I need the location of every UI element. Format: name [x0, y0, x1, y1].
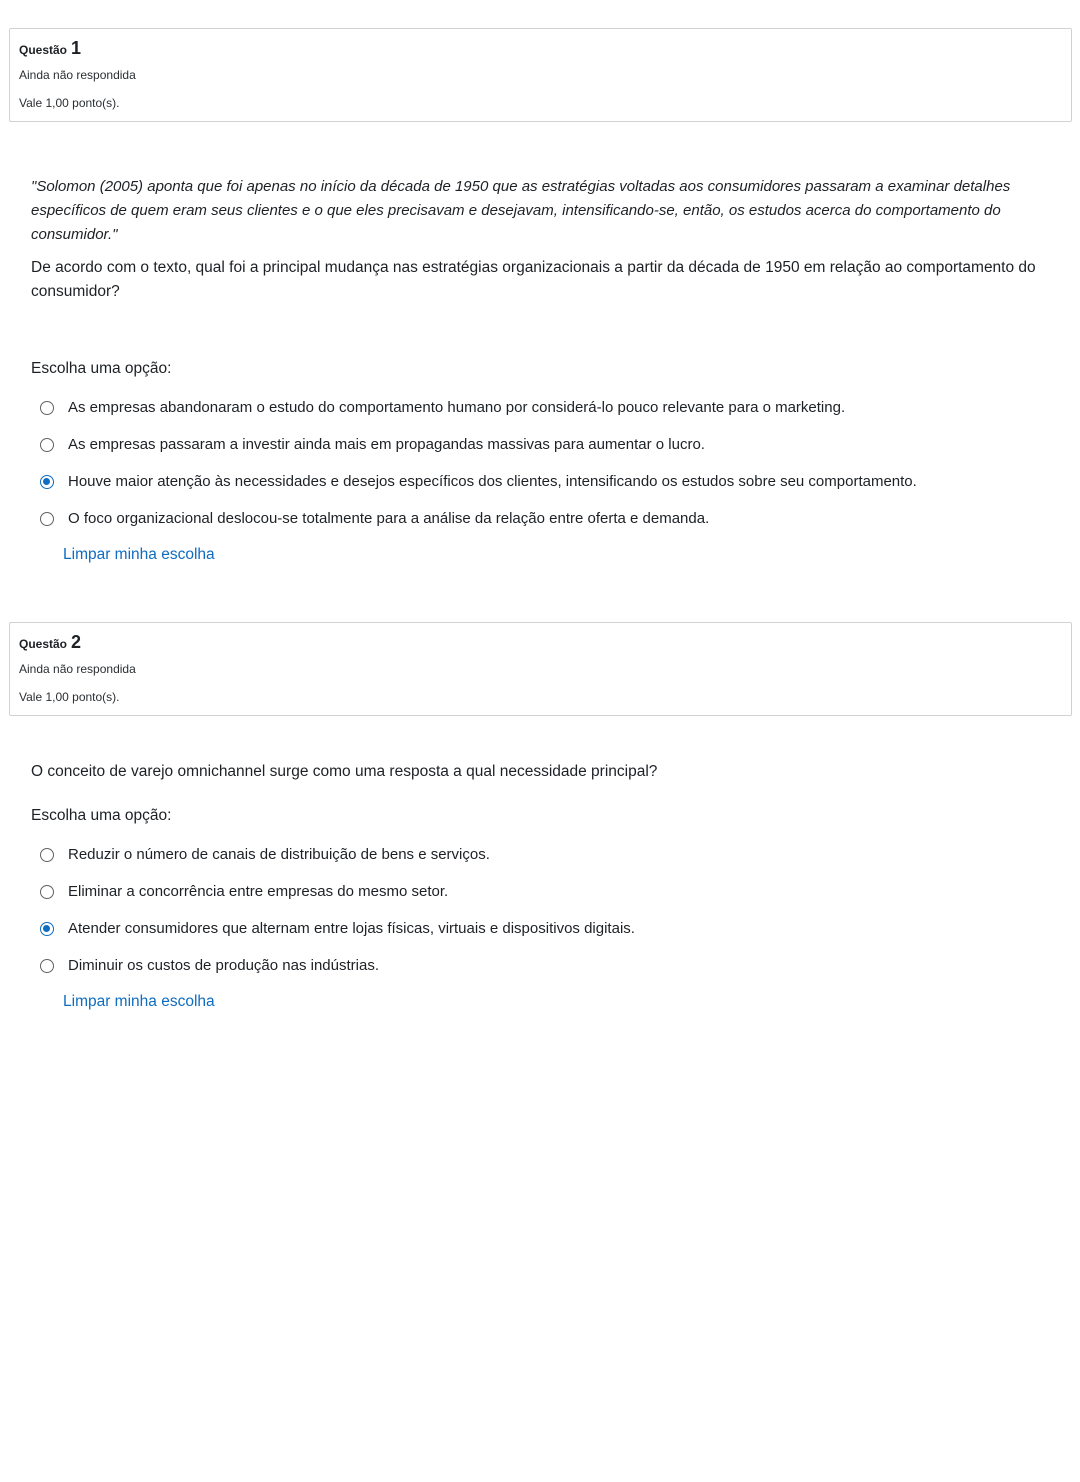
choose-option-label: Escolha uma opção: [31, 807, 172, 824]
question-2-info [9, 622, 1072, 716]
answer-option-b[interactable] [31, 873, 1041, 910]
choose-option-label: Escolha uma opção: [31, 360, 172, 377]
radio-button[interactable] [40, 438, 54, 452]
radio-button[interactable] [40, 959, 54, 973]
answer-options [31, 836, 1041, 984]
question-number [19, 631, 1062, 657]
radio-button[interactable] [40, 885, 54, 899]
clear-choice-link[interactable]: Limpar minha escolha [63, 993, 215, 1010]
question-prompt: O conceito de varejo omnichannel surge como uma resposta a qual necessidade principal? [31, 763, 658, 780]
radio-button-selected[interactable] [40, 922, 54, 936]
question-number-value: 2 [71, 632, 82, 652]
question-1-info [9, 28, 1072, 122]
answer-options [31, 389, 1041, 537]
answer-option-a[interactable] [31, 836, 1041, 873]
question-state: Ainda não respondida [19, 68, 136, 82]
radio-button[interactable] [40, 512, 54, 526]
answer-option-c[interactable] [31, 910, 1041, 947]
question-1-content [31, 175, 1041, 304]
question-prompt: De acordo com o texto, qual foi a principal mudança nas estratégias organizacionais a partir da década de 1950 em relação ao comportamento do consumidor? [31, 259, 1036, 300]
radio-button[interactable] [40, 848, 54, 862]
question-state: Ainda não respondida [19, 662, 136, 676]
answer-option-c[interactable] [31, 463, 1041, 500]
option-label: Reduzir o número de canais de distribuição de bens e serviços. [68, 845, 490, 863]
option-label: As empresas abandonaram o estudo do comportamento humano por considerá-lo pouco relevante para o marketing. [68, 398, 846, 416]
question-grade: Vale 1,00 ponto(s). [19, 690, 120, 704]
question-1-answer [31, 358, 1041, 566]
option-label: As empresas passaram a investir ainda mais em propagandas massivas para aumentar o lucro. [68, 435, 705, 453]
question-label: Questão [19, 637, 68, 651]
question-2-answer [31, 805, 1041, 1013]
question-number [19, 37, 1062, 63]
option-label: O foco organizacional deslocou-se totalmente para a análise da relação entre oferta e demanda. [68, 509, 710, 527]
radio-button-selected[interactable] [40, 475, 54, 489]
question-quote: "Solomon (2005) aponta que foi apenas no início da década de 1950 que as estratégias voltadas aos consumidores passaram a examinar detalhes específicos de quem eram seus clientes e o que eles precisavam e desejavam, intensificando-se, então, os estudos acerca do comportamento do consumidor." [31, 178, 1011, 243]
answer-option-d[interactable] [31, 947, 1041, 984]
option-label: Houve maior atenção às necessidades e desejos específicos dos clientes, intensificando os estudos sobre seu comportamento. [68, 472, 917, 490]
clear-choice-link[interactable]: Limpar minha escolha [63, 546, 215, 563]
question-number-value: 1 [71, 38, 82, 58]
question-grade: Vale 1,00 ponto(s). [19, 96, 120, 110]
answer-option-d[interactable] [31, 500, 1041, 537]
answer-option-b[interactable] [31, 426, 1041, 463]
question-label: Questão [19, 43, 68, 57]
option-label: Atender consumidores que alternam entre lojas físicas, virtuais e dispositivos digitais. [68, 919, 635, 937]
option-label: Diminuir os custos de produção nas indústrias. [68, 956, 379, 974]
answer-option-a[interactable] [31, 389, 1041, 426]
question-2-content [31, 760, 1041, 784]
radio-button[interactable] [40, 401, 54, 415]
option-label: Eliminar a concorrência entre empresas do mesmo setor. [68, 882, 449, 900]
